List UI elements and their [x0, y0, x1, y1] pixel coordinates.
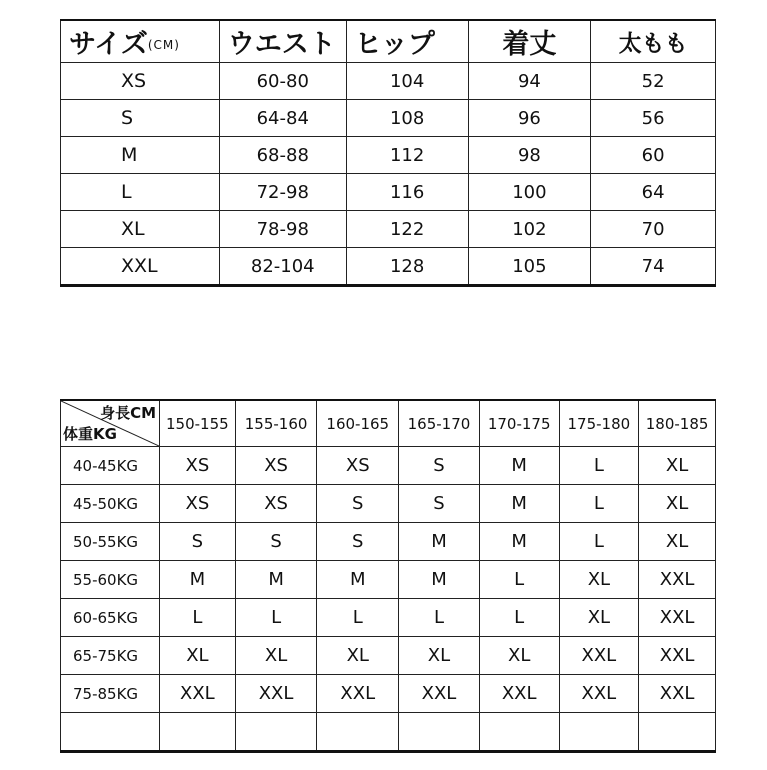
recommended-size-cell	[479, 713, 559, 752]
size-cell: XXL	[61, 248, 220, 286]
size-cell: S	[61, 100, 220, 137]
fit-chart-row	[61, 485, 716, 523]
fit-chart-header-row	[61, 400, 716, 447]
waist-cell: 82-104	[219, 248, 346, 286]
size-fit-chart	[60, 399, 716, 753]
recommended-size-cell: L	[559, 485, 639, 523]
recommended-size-cell: S	[160, 523, 236, 561]
recommended-size-cell: L	[160, 599, 236, 637]
recommended-size-cell: XXL	[479, 675, 559, 713]
recommended-size-cell: XL	[399, 637, 480, 675]
length-cell: 98	[468, 137, 591, 174]
recommended-size-cell: S	[399, 485, 480, 523]
recommended-size-cell: M	[479, 447, 559, 485]
thigh-cell: 74	[591, 248, 716, 286]
recommended-size-cell: XL	[639, 485, 716, 523]
recommended-size-cell: XL	[639, 523, 716, 561]
recommended-size-cell: L	[559, 523, 639, 561]
recommended-size-cell: M	[479, 485, 559, 523]
thigh-cell: 64	[591, 174, 716, 211]
size-cell: L	[61, 174, 220, 211]
recommended-size-cell: M	[399, 561, 480, 599]
size-unit-label: (CM)	[147, 38, 180, 52]
recommended-size-cell: XL	[559, 561, 639, 599]
recommended-size-cell: XL	[235, 637, 317, 675]
waist-cell: 60-80	[219, 63, 346, 100]
weight-range-cell: 60-65KG	[61, 599, 160, 637]
recommended-size-cell: M	[479, 523, 559, 561]
recommended-size-cell: XXL	[559, 637, 639, 675]
recommended-size-cell: M	[235, 561, 317, 599]
recommended-size-cell	[559, 713, 639, 752]
hip-cell: 104	[346, 63, 468, 100]
weight-range-cell: 65-75KG	[61, 637, 160, 675]
recommended-size-cell: XS	[317, 447, 399, 485]
length-column-header: 着丈	[468, 20, 591, 63]
size-cell: XL	[61, 211, 220, 248]
recommended-size-cell: XS	[235, 485, 317, 523]
recommended-size-cell: S	[235, 523, 317, 561]
weight-range-cell: 45-50KG	[61, 485, 160, 523]
recommended-size-cell: XXL	[399, 675, 480, 713]
recommended-size-cell	[235, 713, 317, 752]
recommended-size-cell: XL	[639, 447, 716, 485]
recommended-size-cell: L	[317, 599, 399, 637]
height-range-header: 155-160	[235, 400, 317, 447]
recommended-size-cell: XXL	[559, 675, 639, 713]
recommended-size-cell: M	[399, 523, 480, 561]
recommended-size-cell: XS	[235, 447, 317, 485]
length-cell: 96	[468, 100, 591, 137]
fit-chart-row	[61, 713, 716, 752]
weight-range-cell: 40-45KG	[61, 447, 160, 485]
size-table-row	[61, 248, 716, 286]
fit-chart-row	[61, 523, 716, 561]
height-range-header: 175-180	[559, 400, 639, 447]
fit-chart-row	[61, 447, 716, 485]
thigh-cell: 56	[591, 100, 716, 137]
recommended-size-cell: XS	[160, 485, 236, 523]
hip-cell: 128	[346, 248, 468, 286]
length-cell: 94	[468, 63, 591, 100]
size-table-row	[61, 137, 716, 174]
recommended-size-cell: L	[399, 599, 480, 637]
weight-axis-label: 体重KG	[63, 425, 117, 443]
height-range-header: 180-185	[639, 400, 716, 447]
height-range-header: 160-165	[317, 400, 399, 447]
fit-chart-corner-cell	[61, 400, 160, 447]
hip-cell: 112	[346, 137, 468, 174]
size-measurement-table	[60, 19, 716, 287]
recommended-size-cell: L	[479, 561, 559, 599]
hip-cell: 116	[346, 174, 468, 211]
recommended-size-cell: XXL	[639, 561, 716, 599]
recommended-size-cell	[639, 713, 716, 752]
recommended-size-cell: M	[160, 561, 236, 599]
weight-range-cell: 55-60KG	[61, 561, 160, 599]
recommended-size-cell: XXL	[639, 599, 716, 637]
recommended-size-cell: S	[399, 447, 480, 485]
thigh-cell: 70	[591, 211, 716, 248]
fit-chart-row	[61, 599, 716, 637]
fit-chart-row	[61, 675, 716, 713]
weight-range-cell: 50-55KG	[61, 523, 160, 561]
hip-cell: 108	[346, 100, 468, 137]
weight-range-cell	[61, 713, 160, 752]
fit-chart-row	[61, 637, 716, 675]
recommended-size-cell: L	[559, 447, 639, 485]
size-cell: M	[61, 137, 220, 174]
size-table-row	[61, 63, 716, 100]
recommended-size-cell	[399, 713, 480, 752]
recommended-size-cell: XXL	[639, 675, 716, 713]
recommended-size-cell: M	[317, 561, 399, 599]
recommended-size-cell	[160, 713, 236, 752]
recommended-size-cell	[317, 713, 399, 752]
waist-cell: 78-98	[219, 211, 346, 248]
recommended-size-cell: S	[317, 485, 399, 523]
height-range-header: 165-170	[399, 400, 480, 447]
weight-range-cell: 75-85KG	[61, 675, 160, 713]
recommended-size-cell: L	[479, 599, 559, 637]
size-table-row	[61, 211, 716, 248]
height-range-header: 150-155	[160, 400, 236, 447]
recommended-size-cell: XXL	[235, 675, 317, 713]
size-table-row	[61, 174, 716, 211]
thigh-cell: 60	[591, 137, 716, 174]
length-cell: 100	[468, 174, 591, 211]
hip-cell: 122	[346, 211, 468, 248]
fit-chart-row	[61, 561, 716, 599]
height-range-header: 170-175	[479, 400, 559, 447]
waist-cell: 68-88	[219, 137, 346, 174]
recommended-size-cell: XXL	[317, 675, 399, 713]
recommended-size-cell: S	[317, 523, 399, 561]
thigh-cell: 52	[591, 63, 716, 100]
size-table-row	[61, 100, 716, 137]
recommended-size-cell: XL	[317, 637, 399, 675]
recommended-size-cell: XXL	[639, 637, 716, 675]
size-table-header-row	[61, 20, 716, 63]
thigh-column-header: 太もも	[591, 20, 716, 63]
recommended-size-cell: L	[235, 599, 317, 637]
recommended-size-cell: XS	[160, 447, 236, 485]
length-cell: 102	[468, 211, 591, 248]
height-axis-label: 身長CM	[100, 404, 156, 422]
length-cell: 105	[468, 248, 591, 286]
waist-cell: 72-98	[219, 174, 346, 211]
recommended-size-cell: XL	[559, 599, 639, 637]
recommended-size-cell: XL	[479, 637, 559, 675]
hip-column-header: ヒップ	[346, 20, 468, 63]
recommended-size-cell: XL	[160, 637, 236, 675]
waist-column-header: ウエスト	[219, 20, 346, 63]
waist-cell: 64-84	[219, 100, 346, 137]
size-column-header: サイズ(CM)	[61, 20, 220, 63]
recommended-size-cell: XXL	[160, 675, 236, 713]
size-cell: XS	[61, 63, 220, 100]
